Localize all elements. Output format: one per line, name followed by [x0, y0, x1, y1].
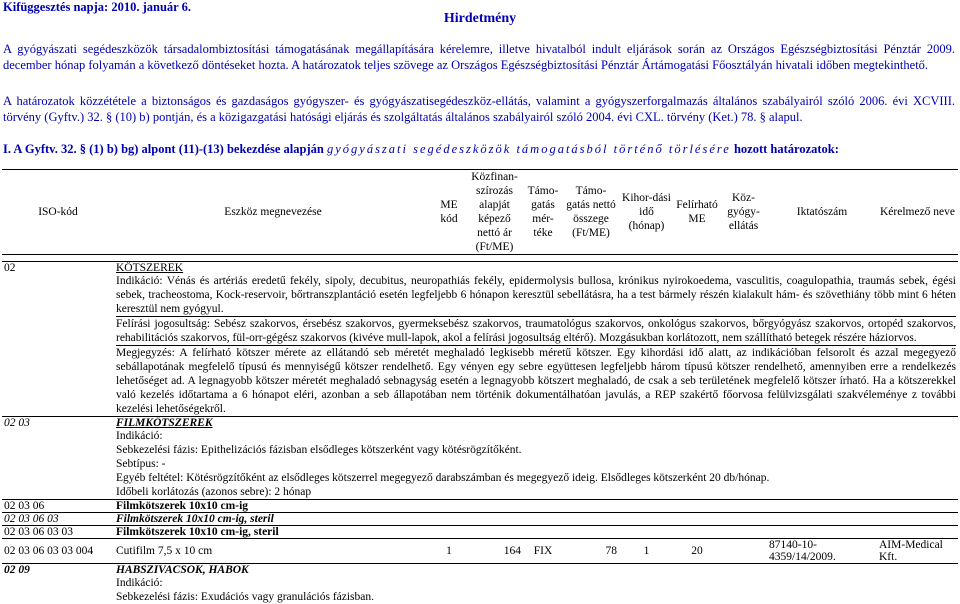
group-indication: Indikáció: Vénás és artériás eredetű fekély, sipoly, decubitus, neuropathiás fekély, epidermolysis bullosa, krónikus nyirokoedema, vasculitis, coagulopathia, traumás sebek, égési sebek, tracheostoma, Kock-reservoir, bőrtranszplantáció esetén legfeljebb 6 hónapon keresztül sebellátásra, ha a test bármely részén kialakult hám- és szövethiány több mint 6 héten keresztül nem gyógyul. — [116, 275, 956, 315]
table-row — [2, 526, 958, 539]
decisions-table — [2, 169, 958, 604]
item-iktato: 87140-10-4359/14/2009. — [767, 539, 877, 564]
group-note: Megjegyzés: A felírható kötszer mérete az ellátandó seb méretét meghaladó legkisebb méretű kötszer. Egy kihordási idő alatt, az indikációban felsorolt és azzal megegyező sebállapotának megfelelő típusú és mennyiségű kötszer rendelhető. Egy vényen egy sebre együttesen legfeljebb három típusú kötszer rendelhető, amennyiben erre a rendelkezés lehetőséget ad. A legnagyobb kötszer méretét meghaladó sebnagyság esetén a legnagyobb kötszert meghaladó, de csak a seb területének megfelelő kötszer írható. Ha a kötszerekkel való kezelés időtartama a 6 hónapot eléri, azonban a seb állapotában nem történik dokumentálhatóan javulás, a REP szakértő főorvosa felülvizsgálati szakvéleménye z további kezelési lehetőségekről. — [116, 347, 956, 415]
header-kihord: Kihor-dási idő (hónap) — [619, 170, 674, 255]
table-row — [2, 576, 958, 604]
table-row — [2, 513, 958, 526]
intro-paragraph-2: A határozatok közzététele a biztonságos és gazdaságos gyógyszer- és gyógyászatisegédeszköz-ellátás, valamint a gyógyszerforgalmazás általános szabályairól szóló 2006. évi XCVIII. törvény (Gyftv.) 32. § (10) b) pontján, és a közigazgatási hatósági eljárás és szolgáltatás általános szabályairól szóló 2004. évi CXL. törvény (Ket.) 78. § alapul. — [3, 94, 955, 124]
table-row — [2, 500, 958, 513]
table-row — [2, 564, 958, 577]
group-name: Filmkötszerek 10x10 cm-ig — [114, 500, 958, 513]
header-kozfin: Közfinan-szírozás alapját képező nettó ár (Ft/ME) — [466, 170, 523, 255]
section-spaced-text: gyógyászati segédeszközök támogatásból történő törlésére — [326, 142, 731, 156]
group-name: HABSZIVACSOK, HABOK — [116, 564, 249, 576]
section-prefix: (1) b) bg) alpont (11)-(13) bekezdése alapján — [89, 142, 324, 156]
group-name: Filmkötszerek 10x10 cm-ig, steril — [114, 513, 958, 526]
header-kerelmezo: Kérelmező neve — [877, 170, 958, 255]
group-code: 02 03 06 03 03 — [2, 526, 114, 539]
group-code: 02 03 — [4, 417, 30, 429]
table-row — [2, 417, 958, 430]
header-tam-mert: Támo-gatás mér-téke — [523, 170, 563, 255]
group-name: KÖTSZEREK — [114, 262, 958, 275]
item-kerelmezo: AIM-Medical Kft. — [877, 539, 958, 564]
group-other-condition: Egyéb feltétel: Kötésrögzítőként az elsődleges kötszerrel megegyező darabszámban és megegyező ideig. Elsődleges kötszerként 20 db/hónap. — [116, 472, 770, 484]
header-name: Eszköz megnevezése — [114, 170, 432, 255]
group-wound-phase: Sebkezelési fázis: Exudációs vagy granulációs fázisban. — [116, 591, 375, 603]
item-kozgyogy — [720, 539, 767, 564]
item-me-kod: 1 — [432, 539, 466, 564]
item-kozfin: 164 — [466, 539, 523, 564]
group-prescription-rights: Felírási jogosultság: Sebész szakorvos, érsebész szakorvos, gyermeksebész szakorvos, traumatológus szakorvos, onkológus szakorvos, bőrgyógyász szakorvos, ortopéd szakorvos, rehabilitációs szakorvos, fül-orr-gégész szakorvos (kivéve mull-lapok, akol a felírási jogosultság eltérő). Mozgásukban korlátozott, nem szállítható betegek részére háziorvos. — [116, 318, 956, 344]
group-indication: Indikáció: — [116, 430, 163, 442]
group-code: 02 03 06 03 — [2, 513, 114, 526]
group-wound-type: Sebtípus: - — [116, 458, 166, 470]
group-indication: Indikáció: — [116, 577, 163, 589]
group-name: FILMKÖTSZEREK — [116, 417, 213, 429]
intro-paragraph-1: A gyógyászati segédeszközök társadalombiztosítási támogatásának megállapítására kérelemre, illetve hivatalból indult eljárások során az Országos Egészségbiztosítási Pénztár 2009. december hónap folyamán a következő döntéseket hozta. A határozatok teljes szövege az Országos Egészségbiztosítási Pénztár Ártámogatási Főosztályán hivatali időben megtekinthető. — [3, 42, 955, 72]
publication-date: Kifüggesztés napja: 2010. január 6. — [3, 0, 191, 14]
item-kihord: 1 — [619, 539, 674, 564]
section-title — [3, 142, 839, 157]
item-row — [2, 539, 958, 564]
header-tam-ossz: Támo-gatás nettó összege (Ft/ME) — [563, 170, 619, 255]
group-code: 02 — [2, 262, 114, 275]
table-row — [2, 274, 958, 417]
section-suffix: hozott határozatok: — [733, 142, 839, 156]
page-title: Hirdetmény — [443, 11, 517, 26]
item-name: Cutifilm 7,5 x 10 cm — [114, 539, 432, 564]
group-code: 02 03 06 — [2, 500, 114, 513]
header-kozgyogy: Köz-gyógy-ellátás — [720, 170, 767, 255]
header-me-kod: ME kód — [432, 170, 466, 255]
item-iso: 02 03 06 03 03 004 — [2, 539, 114, 564]
header-felirhato: Felírható ME — [674, 170, 720, 255]
section-number: I. A Gyftv. 32. § — [3, 142, 86, 156]
item-tam-mert: FIX — [523, 539, 563, 564]
group-code: 02 09 — [4, 564, 30, 576]
table-row — [2, 262, 958, 275]
group-time-limit: Időbeli korlátozás (azonos sebre): 2 hónap — [116, 486, 312, 498]
item-felirhato: 20 — [674, 539, 720, 564]
item-tam-ossz: 78 — [563, 539, 619, 564]
table-row — [2, 429, 958, 500]
header-iktato: Iktatószám — [767, 170, 877, 255]
table-header-row — [2, 170, 958, 255]
header-iso: ISO-kód — [2, 170, 114, 255]
group-name: Filmkötszerek 10x10 cm-ig, steril — [114, 526, 958, 539]
group-wound-phase: Sebkezelési fázis: Epithelizációs fázisban elsődleges kötszerként vagy kötésrögzítőként. — [116, 444, 522, 456]
